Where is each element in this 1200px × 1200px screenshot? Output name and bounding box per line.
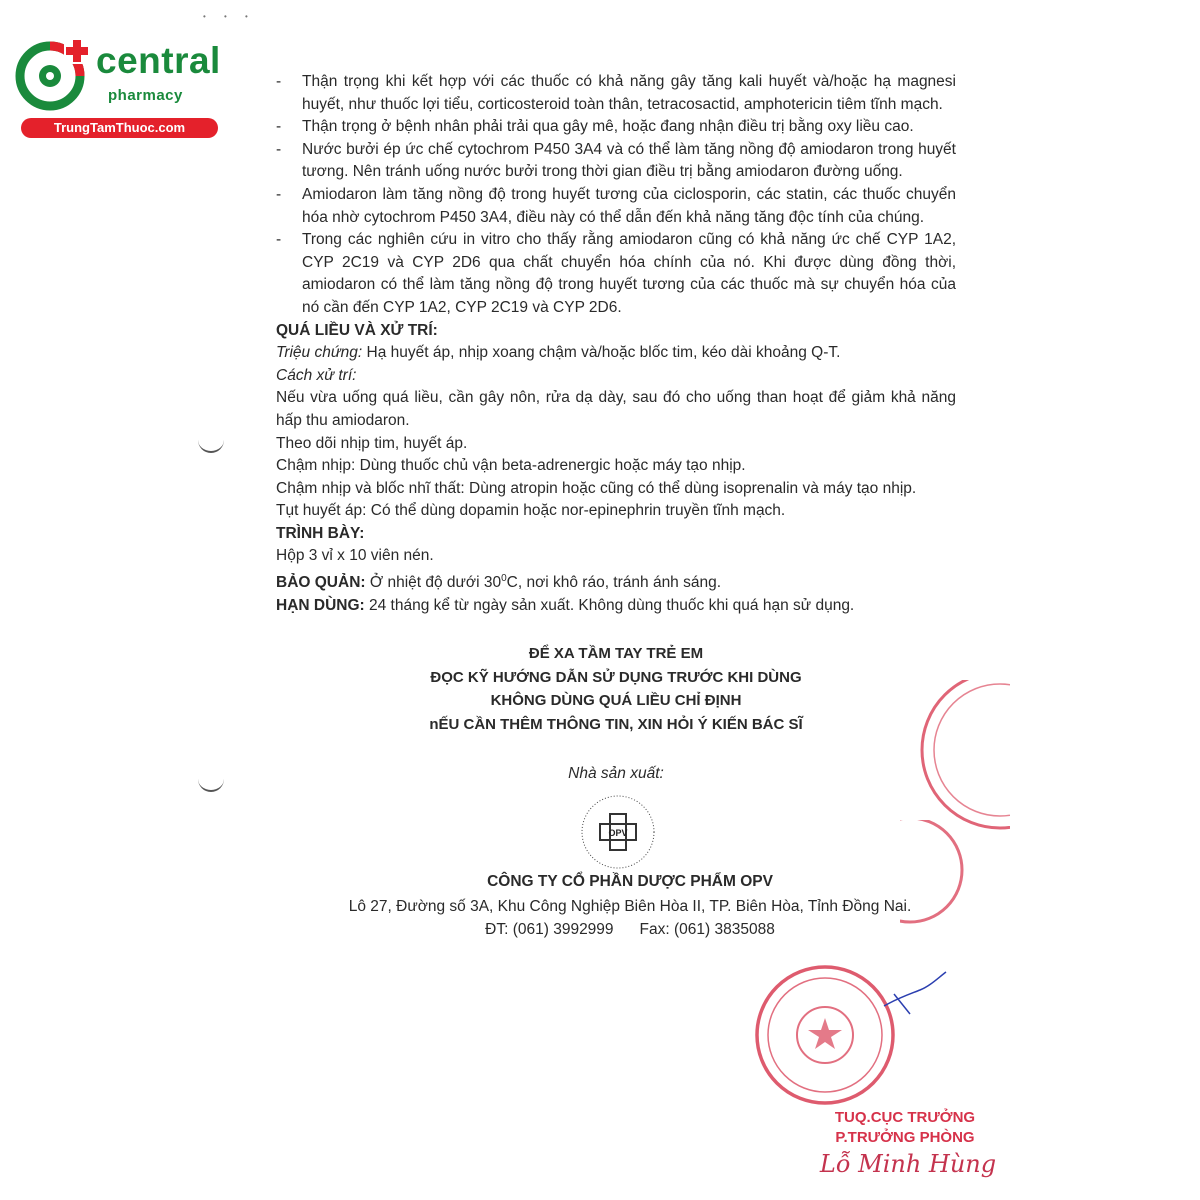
interaction-item: - Thận trọng ở bệnh nhân phải trải qua gây mê, hoặc đang nhận điều trị bằng oxy liều cao.	[276, 118, 914, 136]
brand-subtitle: pharmacy	[108, 87, 183, 104]
warning-notices	[276, 642, 956, 736]
brand-name: central	[96, 40, 221, 81]
expiry-line: HẠN DÙNG: 24 tháng kể từ ngày sản xuất. Không dùng thuốc khi quá hạn sử dụng.	[276, 596, 855, 614]
binder-hole	[198, 776, 224, 792]
ministry-stamp-icon	[750, 960, 900, 1110]
binder-hole	[198, 437, 224, 453]
presentation-text: Hộp 3 vỉ x 10 viên nén.	[276, 547, 434, 565]
notice-line: KHÔNG DÙNG QUÁ LIỀU CHỈ ĐỊNH	[490, 692, 742, 709]
partial-stamp-icon	[900, 820, 970, 930]
treatment-label: Cách xử trí:	[276, 366, 357, 384]
brand-url-link[interactable]: TrungTamThuoc.com	[21, 118, 218, 138]
notice-line: nẾU CẦN THÊM THÔNG TIN, XIN HỎI Ý KIẾN BÁC SĨ	[429, 715, 803, 733]
company-fax: Fax: (061) 3835088	[639, 921, 775, 938]
treatment-line: Theo dõi nhịp tim, huyết áp.	[276, 434, 468, 452]
treatment-line: Nếu vừa uống quá liều, cần gây nôn, rửa dạ dày, sau đó cho uống than hoạt để giảm khả năng hấp thu amiodaron.	[276, 389, 956, 429]
presentation-heading: TRÌNH BÀY:	[276, 524, 365, 542]
interaction-item: - Thận trọng khi kết hợp với các thuốc có khả năng gây tăng kali huyết và/hoặc hạ magnesi huyết, như thuốc lợi tiểu, corticosteroid toàn thân, tetracosactid, amphotericin tiêm tĩnh mạch.	[276, 73, 956, 113]
leaflet-body	[276, 71, 956, 617]
interaction-item: - Amiodaron làm tăng nồng độ trong huyết tương của ciclosporin, các statin, các thuốc chuyển hóa nhờ cytochrom P450 3A4, điều này có thể dẫn đến khả năng tăng độc tính của chúng.	[276, 185, 956, 226]
opv-seal-text: OPV	[608, 828, 628, 838]
signature-stroke-icon	[880, 968, 950, 1028]
company-stamp-icon	[900, 680, 1010, 830]
central-pharmacy-logo[interactable]	[8, 34, 221, 139]
signer-signature: Lỗ Minh Hùng	[819, 1150, 997, 1178]
manufacturer-label: Nhà sản xuất:	[568, 765, 664, 782]
approval-line-2: P.TRƯỞNG PHÒNG	[835, 1129, 975, 1146]
pharmacy-cross-logo-icon	[12, 38, 92, 118]
overdose-heading: QUÁ LIỀU VÀ XỬ TRÍ:	[276, 321, 438, 339]
notice-line: ĐỌC KỸ HƯỚNG DẪN SỬ DỤNG TRƯỚC KHI DÙNG	[430, 668, 802, 686]
approval-block	[800, 1108, 1010, 1148]
scan-marks: • • •	[203, 12, 256, 21]
opv-seal-icon	[576, 790, 660, 874]
interaction-item: - Trong các nghiên cứu in vitro cho thấy rằng amiodaron cũng có khả năng ức chế CYP 1A2, CYP 2C19 và CYP 2D6 qua chất chuyển hóa chính của nó. Khi được dùng đồng thời, amiodaron có thể làm tăng nồng độ trong huyết tương của các thuốc mà sự chuyển hóa của nó cần đến CYP 1A2, CYP 2C19 và CYP 2D6.	[276, 231, 956, 316]
treatment-line: Tụt huyết áp: Có thể dùng dopamin hoặc nor-epinephrin truyền tĩnh mạch.	[276, 502, 786, 520]
symptoms-line: Triệu chứng: Hạ huyết áp, nhịp xoang chậm và/hoặc blốc tim, kéo dài khoảng Q-T.	[276, 344, 841, 362]
storage-line: BẢO QUẢN: Ở nhiệt độ dưới $30^0C$, nơi khô ráo, tránh ánh sáng.	[276, 573, 722, 592]
notice-line: ĐỂ XA TẦM TAY TRẺ EM	[528, 645, 704, 662]
interaction-item: - Nước bưởi ép ức chế cytochrom P450 3A4 và có thể làm tăng nồng độ amiodaron trong huyết tương. Nên tránh uống nước bưởi trong thời gian điều trị bằng amiodaron đường uống.	[276, 140, 956, 181]
treatment-line: Chậm nhịp: Dùng thuốc chủ vận beta-adrenergic hoặc máy tạo nhịp.	[276, 457, 746, 475]
company-address: Lô 27, Đường số 3A, Khu Công Nghiệp Biên Hòa II, TP. Biên Hòa, Tỉnh Đồng Nai.	[348, 898, 912, 915]
approval-line-1: TUQ.CỤC TRƯỞNG	[834, 1109, 976, 1126]
company-name: CÔNG TY CỔ PHẦN DƯỢC PHẨM OPV	[487, 873, 773, 890]
company-contact	[300, 921, 960, 939]
company-phone: ĐT: (061) 3992999	[485, 921, 614, 938]
treatment-line: Chậm nhịp và blốc nhĩ thất: Dùng atropin hoặc cũng có thể dùng isoprenalin và máy tạo nhịp.	[276, 479, 917, 497]
